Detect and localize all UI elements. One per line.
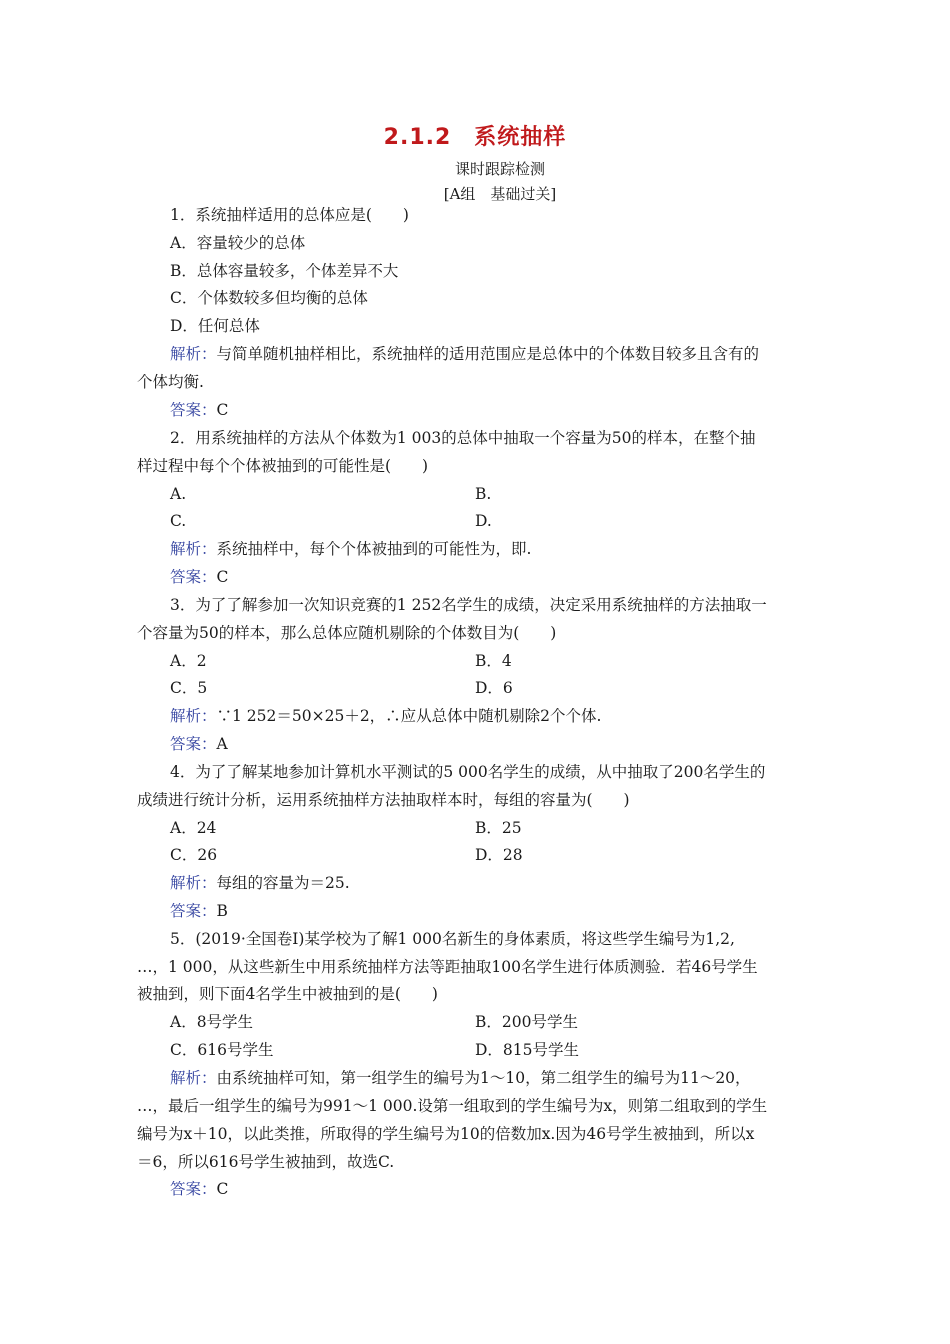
question-3-option-d: D．6 — [475, 679, 513, 697]
question-5-analysis-cont-3: ＝6，所以616号学生被抽到，故选C. — [137, 1153, 395, 1171]
question-3-option-b: B．4 — [475, 652, 512, 670]
question-1-stem: 1．系统抽样适用的总体应是( ) — [170, 206, 409, 224]
question-4-option-a: A．24 — [170, 819, 217, 837]
question-2-stem: 2．用系统抽样的方法从个体数为1 003的总体中抽取一个容量为50的样本，在整个抽 — [170, 429, 756, 447]
answer-value: A — [216, 735, 228, 753]
question-2-stem-cont: 样过程中每个个体被抽到的可能性是( ) — [137, 457, 429, 475]
analysis-text: 由系统抽样可知，第一组学生的编号为1～10，第二组学生的编号为11～20， — [216, 1069, 751, 1087]
answer-label: 答案： — [170, 401, 217, 419]
analysis-label: 解析： — [170, 345, 217, 363]
question-5-stem-cont-1: …，1 000，从这些新生中用系统抽样方法等距抽取100名学生进行体质测验．若46号学生 — [137, 958, 758, 976]
question-5-analysis — [170, 1067, 751, 1089]
question-5-answer — [170, 1178, 228, 1200]
question-3-stem-cont: 个容量为50的样本，那么总体应随机剔除的个体数目为( ) — [137, 624, 557, 642]
answer-label: 答案： — [170, 568, 217, 586]
question-1-option-a: A．容量较少的总体 — [170, 234, 306, 252]
question-4-answer — [170, 900, 228, 922]
analysis-text: 系统抽样中，每个个体被抽到的可能性为，即. — [216, 540, 532, 558]
question-1-option-c: C．个体数较多但均衡的总体 — [170, 289, 368, 307]
section-label: [A组 基础过关] — [443, 185, 557, 203]
answer-value: B — [216, 902, 228, 920]
question-4-analysis — [170, 872, 350, 894]
question-5-stem-cont-2: 被抽到，则下面4名学生中被抽到的是( ) — [137, 985, 438, 1003]
question-5-analysis-cont-2: 编号为x＋10，以此类推，所取得的学生编号为10的倍数加x.因为46号学生被抽到，所以x — [137, 1125, 755, 1143]
question-1-analysis-cont: 个体均衡. — [137, 373, 204, 391]
question-1-analysis — [170, 343, 759, 365]
page-title: 2.1.2 系统抽样 — [383, 125, 567, 150]
question-4-stem: 4．为了了解某地参加计算机水平测试的5 000名学生的成绩，从中抽取了200名学生的 — [170, 763, 766, 781]
analysis-label: 解析： — [170, 874, 217, 892]
question-4-option-b: B．25 — [475, 819, 522, 837]
answer-value: C — [216, 568, 229, 586]
question-2-option-b: B. — [475, 485, 492, 503]
question-2-option-d: D. — [475, 512, 492, 530]
answer-value: C — [216, 1180, 229, 1198]
question-3-analysis — [170, 705, 601, 727]
analysis-label: 解析： — [170, 540, 217, 558]
question-5-analysis-cont-1: …，最后一组学生的编号为991～1 000.设第一组取到的学生编号为x，则第二组取到的学生 — [137, 1097, 768, 1115]
analysis-label: 解析： — [170, 707, 217, 725]
question-2-option-a: A. — [170, 485, 187, 503]
answer-value: C — [216, 401, 229, 419]
question-5-option-d: D．815号学生 — [475, 1041, 580, 1059]
analysis-text: ∵1 252＝50×25＋2，∴应从总体中随机剔除2个个体. — [216, 707, 602, 725]
question-5-stem: 5．(2019·全国卷Ⅰ)某学校为了解1 000名新生的身体素质，将这些学生编号为1,2, — [170, 930, 735, 948]
analysis-label: 解析： — [170, 1069, 217, 1087]
question-1-answer — [170, 399, 228, 421]
question-3-option-a: A．2 — [170, 652, 207, 670]
question-4-option-c: C．26 — [170, 846, 218, 864]
answer-label: 答案： — [170, 1180, 217, 1198]
page-subtitle: 课时跟踪检测 — [454, 160, 545, 178]
question-3-stem: 3．为了了解参加一次知识竞赛的1 252名学生的成绩，决定采用系统抽样的方法抽取一 — [170, 596, 767, 614]
question-2-analysis — [170, 538, 531, 560]
question-4-option-d: D．28 — [475, 846, 523, 864]
question-5-option-b: B．200号学生 — [475, 1013, 578, 1031]
answer-label: 答案： — [170, 902, 217, 920]
question-3-option-c: C．5 — [170, 679, 208, 697]
question-2-option-c: C. — [170, 512, 187, 530]
question-2-answer — [170, 566, 228, 588]
analysis-text: 与简单随机抽样相比，系统抽样的适用范围应是总体中的个体数目较多且含有的 — [216, 345, 760, 363]
question-1-option-d: D．任何总体 — [170, 317, 260, 335]
answer-label: 答案： — [170, 735, 217, 753]
question-3-answer — [170, 733, 228, 755]
question-4-stem-cont: 成绩进行统计分析，运用系统抽样方法抽取样本时，每组的容量为( ) — [137, 791, 630, 809]
question-5-option-a: A．8号学生 — [170, 1013, 254, 1031]
question-1-option-b: B．总体容量较多，个体差异不大 — [170, 262, 399, 280]
analysis-text: 每组的容量为＝25. — [216, 874, 350, 892]
question-5-option-c: C．616号学生 — [170, 1041, 274, 1059]
